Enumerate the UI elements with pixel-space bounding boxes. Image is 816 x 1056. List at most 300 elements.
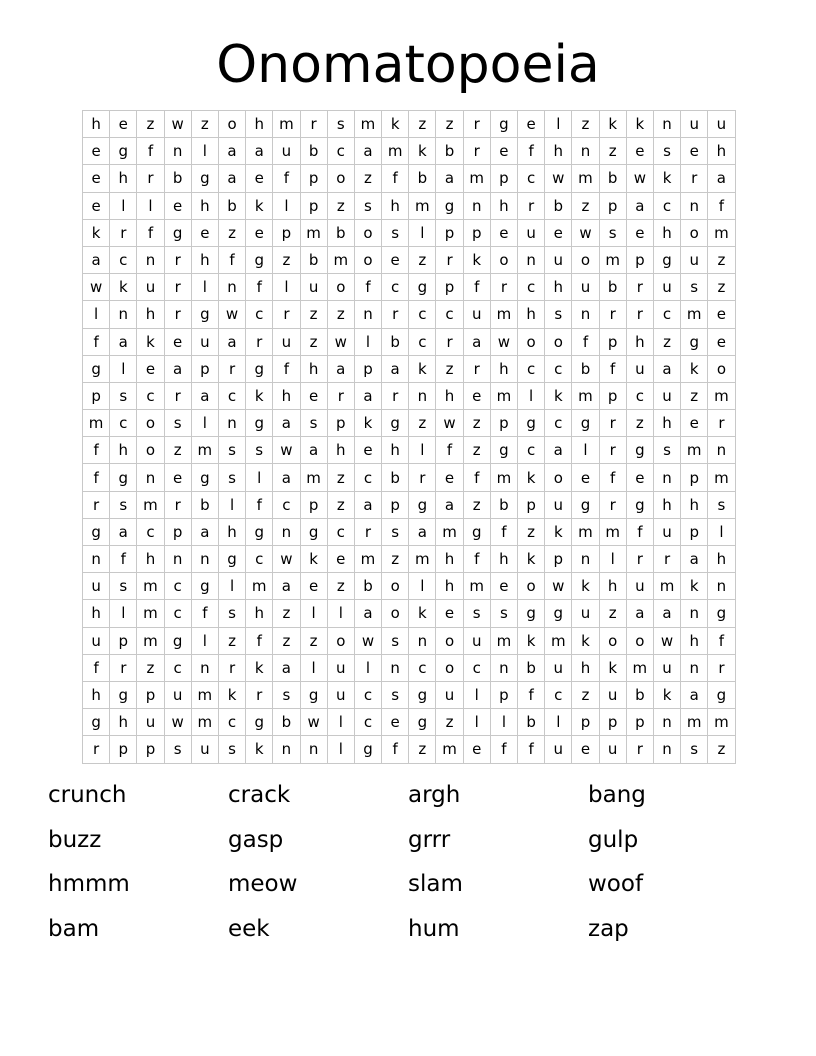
grid-cell[interactable]: g	[191, 464, 218, 491]
grid-cell[interactable]: f	[273, 355, 300, 382]
grid-cell[interactable]: a	[327, 355, 354, 382]
grid-cell[interactable]: g	[83, 518, 110, 545]
grid-cell[interactable]: w	[164, 709, 191, 736]
grid-cell[interactable]: h	[653, 410, 680, 437]
grid-cell[interactable]: r	[246, 328, 273, 355]
grid-cell[interactable]: e	[708, 301, 735, 328]
grid-cell[interactable]: n	[409, 627, 436, 654]
grid-cell[interactable]: s	[490, 600, 517, 627]
grid-cell[interactable]: h	[490, 192, 517, 219]
grid-cell[interactable]: a	[626, 600, 653, 627]
grid-cell[interactable]: r	[83, 491, 110, 518]
grid-cell[interactable]: h	[382, 437, 409, 464]
grid-cell[interactable]: a	[273, 654, 300, 681]
grid-cell[interactable]: b	[354, 573, 381, 600]
grid-cell[interactable]: a	[409, 518, 436, 545]
grid-cell[interactable]: h	[708, 138, 735, 165]
grid-cell[interactable]: g	[110, 138, 137, 165]
grid-cell[interactable]: f	[246, 627, 273, 654]
grid-cell[interactable]: h	[137, 301, 164, 328]
grid-cell[interactable]: s	[545, 301, 572, 328]
grid-cell[interactable]: f	[463, 464, 490, 491]
grid-cell[interactable]: l	[191, 138, 218, 165]
grid-cell[interactable]: o	[327, 165, 354, 192]
grid-cell[interactable]: e	[490, 573, 517, 600]
grid-cell[interactable]: r	[708, 410, 735, 437]
grid-cell[interactable]: r	[273, 301, 300, 328]
grid-cell[interactable]: e	[572, 736, 599, 763]
grid-cell[interactable]: l	[273, 192, 300, 219]
grid-cell[interactable]: o	[518, 328, 545, 355]
grid-cell[interactable]: h	[110, 165, 137, 192]
grid-cell[interactable]: c	[137, 382, 164, 409]
grid-cell[interactable]: n	[653, 709, 680, 736]
grid-cell[interactable]: h	[191, 192, 218, 219]
grid-cell[interactable]: b	[273, 709, 300, 736]
grid-cell[interactable]: e	[545, 219, 572, 246]
grid-cell[interactable]: l	[518, 382, 545, 409]
grid-cell[interactable]: f	[137, 138, 164, 165]
grid-cell[interactable]: c	[545, 410, 572, 437]
grid-cell[interactable]: f	[490, 736, 517, 763]
grid-cell[interactable]: c	[518, 437, 545, 464]
grid-cell[interactable]: m	[599, 518, 626, 545]
grid-cell[interactable]: r	[708, 654, 735, 681]
grid-cell[interactable]: o	[681, 219, 708, 246]
grid-cell[interactable]: c	[518, 274, 545, 301]
grid-cell[interactable]: z	[354, 165, 381, 192]
grid-cell[interactable]: w	[653, 627, 680, 654]
grid-cell[interactable]: m	[300, 219, 327, 246]
grid-cell[interactable]: o	[708, 355, 735, 382]
grid-cell[interactable]: s	[708, 491, 735, 518]
grid-cell[interactable]: r	[653, 546, 680, 573]
grid-cell[interactable]: f	[83, 464, 110, 491]
grid-cell[interactable]: o	[436, 654, 463, 681]
grid-cell[interactable]: h	[681, 491, 708, 518]
grid-cell[interactable]: k	[137, 328, 164, 355]
grid-cell[interactable]: b	[572, 355, 599, 382]
grid-cell[interactable]: f	[218, 246, 245, 273]
grid-cell[interactable]: k	[545, 382, 572, 409]
grid-cell[interactable]: g	[409, 709, 436, 736]
grid-cell[interactable]: k	[572, 573, 599, 600]
grid-cell[interactable]: e	[626, 219, 653, 246]
grid-cell[interactable]: p	[681, 518, 708, 545]
grid-cell[interactable]: l	[463, 709, 490, 736]
grid-cell[interactable]: l	[300, 600, 327, 627]
grid-cell[interactable]: f	[490, 518, 517, 545]
grid-cell[interactable]: m	[463, 165, 490, 192]
grid-cell[interactable]: k	[518, 464, 545, 491]
grid-cell[interactable]: k	[409, 355, 436, 382]
grid-cell[interactable]: b	[382, 464, 409, 491]
grid-cell[interactable]: s	[653, 138, 680, 165]
grid-cell[interactable]: e	[300, 573, 327, 600]
grid-cell[interactable]: n	[273, 736, 300, 763]
grid-cell[interactable]: e	[626, 138, 653, 165]
grid-cell[interactable]: n	[490, 654, 517, 681]
grid-cell[interactable]: r	[83, 736, 110, 763]
grid-cell[interactable]: e	[490, 138, 517, 165]
grid-cell[interactable]: z	[463, 437, 490, 464]
grid-cell[interactable]: k	[110, 274, 137, 301]
grid-cell[interactable]: u	[653, 654, 680, 681]
grid-cell[interactable]: z	[436, 709, 463, 736]
grid-cell[interactable]: g	[545, 600, 572, 627]
grid-cell[interactable]: r	[518, 192, 545, 219]
grid-cell[interactable]: r	[164, 382, 191, 409]
grid-cell[interactable]: z	[409, 736, 436, 763]
grid-cell[interactable]: m	[708, 709, 735, 736]
grid-cell[interactable]: e	[463, 382, 490, 409]
grid-cell[interactable]: n	[681, 192, 708, 219]
grid-cell[interactable]: l	[599, 546, 626, 573]
grid-cell[interactable]: z	[327, 192, 354, 219]
grid-cell[interactable]: a	[436, 491, 463, 518]
grid-cell[interactable]: l	[545, 709, 572, 736]
grid-cell[interactable]: r	[110, 219, 137, 246]
grid-cell[interactable]: c	[382, 274, 409, 301]
grid-cell[interactable]: p	[681, 464, 708, 491]
grid-cell[interactable]: o	[137, 437, 164, 464]
grid-cell[interactable]: g	[218, 546, 245, 573]
grid-cell[interactable]: g	[83, 355, 110, 382]
grid-cell[interactable]: a	[708, 165, 735, 192]
grid-cell[interactable]: a	[273, 464, 300, 491]
grid-cell[interactable]: s	[218, 600, 245, 627]
grid-cell[interactable]: o	[354, 219, 381, 246]
grid-cell[interactable]: z	[218, 627, 245, 654]
grid-cell[interactable]: p	[110, 627, 137, 654]
grid-cell[interactable]: s	[653, 437, 680, 464]
grid-cell[interactable]: e	[490, 219, 517, 246]
grid-cell[interactable]: a	[681, 546, 708, 573]
grid-cell[interactable]: u	[518, 219, 545, 246]
grid-cell[interactable]: a	[463, 328, 490, 355]
grid-cell[interactable]: p	[599, 192, 626, 219]
grid-cell[interactable]: n	[653, 736, 680, 763]
grid-cell[interactable]: c	[164, 654, 191, 681]
grid-cell[interactable]: c	[137, 518, 164, 545]
grid-cell[interactable]: z	[273, 246, 300, 273]
grid-cell[interactable]: g	[246, 709, 273, 736]
grid-cell[interactable]: f	[137, 219, 164, 246]
grid-cell[interactable]: m	[409, 546, 436, 573]
grid-cell[interactable]: o	[490, 246, 517, 273]
grid-cell[interactable]: l	[572, 437, 599, 464]
grid-cell[interactable]: m	[137, 627, 164, 654]
grid-cell[interactable]: a	[681, 681, 708, 708]
grid-cell[interactable]: l	[137, 192, 164, 219]
grid-cell[interactable]: w	[164, 111, 191, 138]
grid-cell[interactable]: p	[490, 681, 517, 708]
grid-cell[interactable]: s	[382, 219, 409, 246]
grid-cell[interactable]: o	[382, 600, 409, 627]
grid-cell[interactable]: z	[599, 600, 626, 627]
grid-cell[interactable]: m	[708, 464, 735, 491]
grid-cell[interactable]: u	[83, 573, 110, 600]
grid-cell[interactable]: z	[327, 301, 354, 328]
grid-cell[interactable]: w	[572, 219, 599, 246]
grid-cell[interactable]: u	[708, 111, 735, 138]
grid-cell[interactable]: r	[382, 382, 409, 409]
grid-cell[interactable]: r	[218, 355, 245, 382]
grid-cell[interactable]: n	[572, 138, 599, 165]
grid-cell[interactable]: h	[246, 111, 273, 138]
grid-cell[interactable]: w	[273, 546, 300, 573]
grid-cell[interactable]: u	[300, 274, 327, 301]
grid-cell[interactable]: k	[246, 654, 273, 681]
grid-cell[interactable]: u	[545, 246, 572, 273]
grid-cell[interactable]: z	[273, 627, 300, 654]
grid-cell[interactable]: g	[626, 491, 653, 518]
grid-cell[interactable]: b	[545, 192, 572, 219]
grid-cell[interactable]: o	[382, 573, 409, 600]
grid-cell[interactable]: b	[300, 138, 327, 165]
grid-cell[interactable]: h	[110, 437, 137, 464]
grid-cell[interactable]: p	[599, 709, 626, 736]
grid-cell[interactable]: p	[300, 192, 327, 219]
grid-cell[interactable]: h	[572, 654, 599, 681]
grid-cell[interactable]: s	[273, 681, 300, 708]
grid-cell[interactable]: g	[490, 437, 517, 464]
grid-cell[interactable]: n	[572, 301, 599, 328]
grid-cell[interactable]: h	[545, 274, 572, 301]
grid-cell[interactable]: e	[164, 192, 191, 219]
grid-cell[interactable]: o	[327, 627, 354, 654]
grid-cell[interactable]: g	[518, 410, 545, 437]
grid-cell[interactable]: c	[409, 328, 436, 355]
grid-cell[interactable]: k	[246, 192, 273, 219]
grid-cell[interactable]: n	[681, 654, 708, 681]
grid-cell[interactable]: l	[273, 274, 300, 301]
grid-cell[interactable]: c	[545, 681, 572, 708]
grid-cell[interactable]: p	[110, 736, 137, 763]
grid-cell[interactable]: m	[436, 518, 463, 545]
grid-cell[interactable]: r	[626, 546, 653, 573]
grid-cell[interactable]: f	[572, 328, 599, 355]
grid-cell[interactable]: f	[518, 736, 545, 763]
grid-cell[interactable]: o	[626, 627, 653, 654]
grid-cell[interactable]: u	[572, 274, 599, 301]
grid-cell[interactable]: z	[137, 654, 164, 681]
grid-cell[interactable]: g	[572, 410, 599, 437]
grid-cell[interactable]: h	[110, 709, 137, 736]
grid-cell[interactable]: h	[518, 301, 545, 328]
grid-cell[interactable]: u	[436, 681, 463, 708]
grid-cell[interactable]: u	[626, 573, 653, 600]
grid-cell[interactable]: e	[300, 382, 327, 409]
grid-cell[interactable]: m	[246, 573, 273, 600]
grid-cell[interactable]: f	[246, 491, 273, 518]
grid-cell[interactable]: r	[599, 437, 626, 464]
grid-cell[interactable]: n	[382, 654, 409, 681]
grid-cell[interactable]: w	[490, 328, 517, 355]
grid-cell[interactable]: n	[191, 546, 218, 573]
grid-cell[interactable]: g	[354, 736, 381, 763]
grid-cell[interactable]: s	[110, 573, 137, 600]
grid-cell[interactable]: p	[164, 518, 191, 545]
grid-cell[interactable]: u	[463, 301, 490, 328]
grid-cell[interactable]: g	[409, 681, 436, 708]
grid-cell[interactable]: e	[681, 410, 708, 437]
grid-cell[interactable]: m	[191, 437, 218, 464]
grid-cell[interactable]: m	[191, 681, 218, 708]
grid-cell[interactable]: n	[653, 111, 680, 138]
grid-cell[interactable]: z	[436, 355, 463, 382]
grid-cell[interactable]: w	[218, 301, 245, 328]
grid-cell[interactable]: h	[83, 681, 110, 708]
grid-cell[interactable]: r	[382, 301, 409, 328]
grid-cell[interactable]: z	[518, 518, 545, 545]
grid-cell[interactable]: a	[354, 382, 381, 409]
grid-cell[interactable]: f	[191, 600, 218, 627]
grid-cell[interactable]: g	[409, 274, 436, 301]
grid-cell[interactable]: h	[436, 573, 463, 600]
grid-cell[interactable]: l	[327, 600, 354, 627]
grid-cell[interactable]: u	[545, 654, 572, 681]
grid-cell[interactable]: b	[218, 192, 245, 219]
grid-cell[interactable]: g	[708, 600, 735, 627]
grid-cell[interactable]: s	[300, 410, 327, 437]
grid-cell[interactable]: u	[137, 709, 164, 736]
grid-cell[interactable]: r	[300, 111, 327, 138]
grid-cell[interactable]: r	[436, 246, 463, 273]
grid-cell[interactable]: c	[436, 301, 463, 328]
grid-cell[interactable]: m	[137, 491, 164, 518]
grid-cell[interactable]: z	[653, 328, 680, 355]
grid-cell[interactable]: p	[626, 246, 653, 273]
grid-cell[interactable]: k	[246, 382, 273, 409]
grid-cell[interactable]: h	[300, 355, 327, 382]
grid-cell[interactable]: p	[137, 681, 164, 708]
grid-cell[interactable]: a	[653, 600, 680, 627]
grid-cell[interactable]: r	[463, 355, 490, 382]
grid-cell[interactable]: r	[463, 111, 490, 138]
grid-cell[interactable]: k	[545, 518, 572, 545]
grid-cell[interactable]: e	[110, 111, 137, 138]
grid-cell[interactable]: m	[490, 627, 517, 654]
grid-cell[interactable]: s	[218, 464, 245, 491]
grid-cell[interactable]: g	[191, 301, 218, 328]
grid-cell[interactable]: m	[300, 464, 327, 491]
grid-cell[interactable]: r	[409, 464, 436, 491]
grid-cell[interactable]: c	[653, 192, 680, 219]
grid-cell[interactable]: w	[626, 165, 653, 192]
grid-cell[interactable]: u	[653, 274, 680, 301]
grid-cell[interactable]: o	[218, 111, 245, 138]
grid-cell[interactable]: a	[191, 518, 218, 545]
grid-cell[interactable]: n	[463, 192, 490, 219]
grid-cell[interactable]: p	[599, 382, 626, 409]
grid-cell[interactable]: m	[490, 464, 517, 491]
grid-cell[interactable]: m	[599, 246, 626, 273]
grid-cell[interactable]: h	[545, 138, 572, 165]
grid-cell[interactable]: u	[273, 328, 300, 355]
grid-cell[interactable]: c	[545, 355, 572, 382]
grid-cell[interactable]: k	[653, 165, 680, 192]
grid-cell[interactable]: z	[218, 219, 245, 246]
grid-cell[interactable]: e	[708, 328, 735, 355]
grid-cell[interactable]: h	[191, 246, 218, 273]
grid-cell[interactable]: c	[327, 138, 354, 165]
grid-cell[interactable]: f	[599, 355, 626, 382]
grid-cell[interactable]: z	[191, 111, 218, 138]
grid-cell[interactable]: m	[137, 600, 164, 627]
grid-cell[interactable]: h	[626, 328, 653, 355]
grid-cell[interactable]: n	[164, 138, 191, 165]
grid-cell[interactable]: z	[327, 464, 354, 491]
grid-cell[interactable]: e	[83, 165, 110, 192]
grid-cell[interactable]: g	[83, 709, 110, 736]
grid-cell[interactable]: g	[246, 355, 273, 382]
grid-cell[interactable]: k	[218, 681, 245, 708]
grid-cell[interactable]: l	[327, 736, 354, 763]
grid-cell[interactable]: l	[490, 709, 517, 736]
grid-cell[interactable]: k	[626, 111, 653, 138]
grid-cell[interactable]: e	[191, 219, 218, 246]
grid-cell[interactable]: e	[83, 138, 110, 165]
grid-cell[interactable]: e	[246, 165, 273, 192]
grid-cell[interactable]: e	[681, 138, 708, 165]
grid-cell[interactable]: u	[681, 246, 708, 273]
grid-cell[interactable]: f	[110, 546, 137, 573]
grid-cell[interactable]: z	[708, 246, 735, 273]
grid-cell[interactable]: p	[83, 382, 110, 409]
grid-cell[interactable]: f	[246, 274, 273, 301]
grid-cell[interactable]: r	[164, 246, 191, 273]
grid-cell[interactable]: h	[327, 437, 354, 464]
grid-cell[interactable]: m	[626, 654, 653, 681]
grid-cell[interactable]: f	[382, 736, 409, 763]
grid-cell[interactable]: u	[191, 328, 218, 355]
grid-cell[interactable]: r	[599, 491, 626, 518]
grid-cell[interactable]: c	[164, 600, 191, 627]
grid-cell[interactable]: g	[300, 518, 327, 545]
grid-cell[interactable]: c	[354, 709, 381, 736]
grid-cell[interactable]: k	[83, 219, 110, 246]
grid-cell[interactable]: a	[218, 165, 245, 192]
grid-cell[interactable]: u	[681, 111, 708, 138]
grid-cell[interactable]: k	[518, 546, 545, 573]
grid-cell[interactable]: z	[327, 491, 354, 518]
grid-cell[interactable]: p	[137, 736, 164, 763]
grid-cell[interactable]: s	[218, 736, 245, 763]
grid-cell[interactable]: b	[490, 491, 517, 518]
grid-cell[interactable]: h	[382, 192, 409, 219]
grid-cell[interactable]: w	[545, 165, 572, 192]
grid-cell[interactable]: g	[572, 491, 599, 518]
grid-cell[interactable]: o	[354, 246, 381, 273]
grid-cell[interactable]: o	[518, 573, 545, 600]
grid-cell[interactable]: n	[653, 464, 680, 491]
grid-cell[interactable]: f	[518, 138, 545, 165]
grid-cell[interactable]: b	[518, 709, 545, 736]
grid-cell[interactable]: o	[545, 464, 572, 491]
grid-cell[interactable]: m	[137, 573, 164, 600]
grid-cell[interactable]: g	[164, 219, 191, 246]
grid-cell[interactable]: g	[409, 491, 436, 518]
grid-cell[interactable]: r	[164, 491, 191, 518]
grid-cell[interactable]: p	[327, 410, 354, 437]
grid-cell[interactable]: f	[83, 328, 110, 355]
grid-cell[interactable]: n	[164, 546, 191, 573]
grid-cell[interactable]: l	[463, 681, 490, 708]
grid-cell[interactable]: b	[436, 138, 463, 165]
grid-cell[interactable]: m	[708, 219, 735, 246]
grid-cell[interactable]: e	[164, 328, 191, 355]
